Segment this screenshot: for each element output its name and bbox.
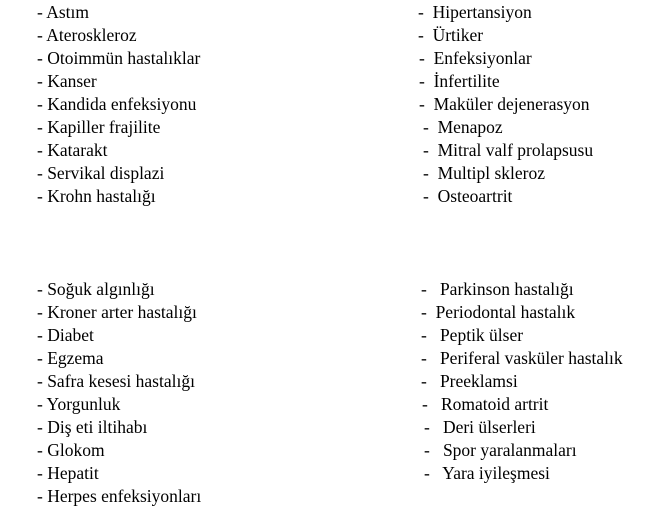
conditions-list-bottom-right <box>421 278 623 485</box>
list-item: - Multipl skleroz <box>423 163 545 183</box>
list-item: - Menapoz <box>423 117 503 137</box>
list-item: - Egzema <box>37 348 104 368</box>
list-item: - Periferal vasküler hastalık <box>421 348 623 368</box>
list-item: - Herpes enfeksiyonları <box>37 486 202 506</box>
list-item: - Preeklamsi <box>421 371 518 391</box>
list-item: - Yorgunluk <box>37 394 121 414</box>
conditions-list-top-left <box>37 1 200 208</box>
list-item: - Safra kesesi hastalığı <box>37 371 195 391</box>
list-item: - Kapiller frajilite <box>37 117 161 137</box>
list-item: - Soğuk algınlığı <box>37 279 155 299</box>
list-item: - Romatoid artrit <box>422 394 549 414</box>
list-item: - Diş eti iltihabı <box>37 417 148 437</box>
list-item: - Ateroskleroz <box>37 25 137 45</box>
list-item: - Mitral valf prolapsusu <box>423 140 594 160</box>
list-item: - Spor yaralanmaları <box>424 440 577 460</box>
list-item: - Otoimmün hastalıklar <box>37 48 201 68</box>
list-item: - Hipertansiyon <box>418 2 532 22</box>
list-item: - Hepatit <box>37 463 99 483</box>
list-item: - Glokom <box>37 440 105 460</box>
list-item: - Krohn hastalığı <box>37 186 156 206</box>
list-item: - Kanser <box>37 71 97 91</box>
list-item: - Servikal displazi <box>37 163 165 183</box>
list-item: - Astım <box>37 2 90 22</box>
list-item: - Deri ülserleri <box>424 417 536 437</box>
list-item: - Yara iyileşmesi <box>424 463 550 483</box>
list-item: - Maküler dejenerasyon <box>419 94 590 114</box>
list-item: - Parkinson hastalığı <box>421 279 574 299</box>
list-item: - Katarakt <box>37 140 108 160</box>
list-item: - Kroner arter hastalığı <box>37 302 197 322</box>
list-item: - Periodontal hastalık <box>421 302 576 322</box>
list-item: - Kandida enfeksiyonu <box>37 94 197 114</box>
list-item: - İnfertilite <box>419 71 500 91</box>
list-item: - Peptik ülser <box>421 325 524 345</box>
list-item: - Enfeksiyonlar <box>419 48 532 68</box>
list-item: - Diabet <box>37 325 94 345</box>
conditions-list-bottom-left <box>37 278 201 508</box>
conditions-list-top-right <box>418 1 593 208</box>
list-item: - Osteoartrit <box>423 186 513 206</box>
list-item: - Ürtiker <box>418 25 484 45</box>
